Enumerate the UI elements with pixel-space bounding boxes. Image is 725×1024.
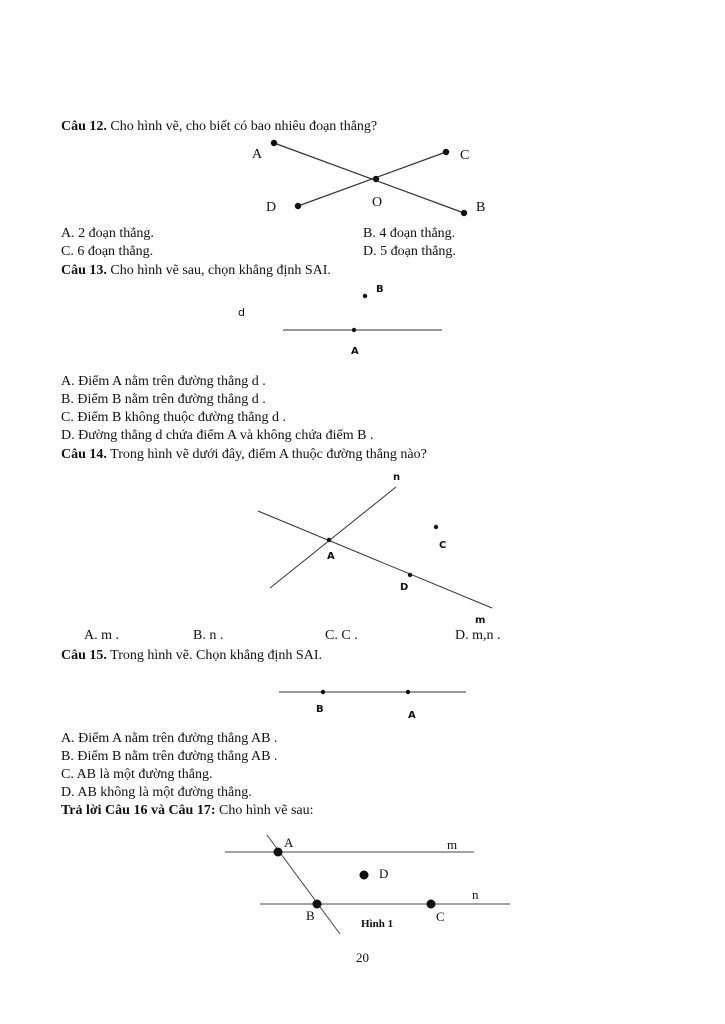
q15-option-d: D. AB không là một đường thẳng. bbox=[61, 785, 252, 800]
q1617-question bbox=[61, 802, 314, 820]
q14-point-C bbox=[434, 525, 438, 529]
q13-label-A: A bbox=[351, 346, 359, 357]
q14-line-m bbox=[258, 511, 492, 608]
q12-text: Cho hình vẽ, cho biết có bao nhiêu đoạn thẳng? bbox=[106, 119, 378, 134]
q1617-number: Trả lời Câu 16 và Câu 17: bbox=[61, 803, 216, 818]
q12-label-A: A bbox=[252, 147, 263, 162]
q13-option-c: C. Điểm B không thuộc đường thẳng d . bbox=[61, 410, 286, 425]
q1617-figure bbox=[222, 828, 517, 938]
q1617-point-C bbox=[427, 900, 436, 909]
q12-point-D bbox=[295, 203, 301, 209]
q14-option-c: C. C . bbox=[325, 628, 358, 643]
q14-text: Trong hình vẽ dưới đây, điểm A thuộc đường thẳng nào? bbox=[106, 447, 427, 462]
q13-question bbox=[61, 262, 331, 280]
q14-option-a: A. m . bbox=[84, 628, 119, 643]
q15-figure bbox=[270, 680, 475, 722]
q13-option-b: B. Điểm B nằm trên đường thẳng d . bbox=[61, 392, 266, 407]
q12-point-C bbox=[443, 149, 449, 155]
page-number: 20 bbox=[356, 950, 369, 965]
q12-label-C: C bbox=[460, 148, 470, 163]
q13-label-B: B bbox=[376, 284, 384, 295]
q14-number: Câu 14. bbox=[61, 447, 107, 462]
q12-figure bbox=[240, 136, 500, 220]
q12-label-B: B bbox=[476, 200, 486, 215]
q1617-text: Cho hình vẽ sau: bbox=[215, 803, 314, 818]
q13-text: Cho hình vẽ sau, chọn khẳng định SAI. bbox=[106, 263, 331, 278]
q15-option-c: C. AB là một đường thẳng. bbox=[61, 767, 213, 782]
q13-figure bbox=[230, 280, 460, 364]
q1617-label-C: C bbox=[436, 909, 445, 924]
q13-number: Câu 13. bbox=[61, 263, 107, 278]
q13-label-d: d bbox=[238, 306, 245, 319]
q12-label-O: O bbox=[372, 195, 383, 210]
q14-line-n bbox=[270, 487, 396, 588]
q1617-label-n: n bbox=[472, 887, 479, 902]
q15-label-B: B bbox=[316, 704, 324, 715]
q13-option-a: A. Điểm A nằm trên đường thẳng d . bbox=[61, 374, 266, 389]
q12-option-d: D. 5 đoạn thẳng. bbox=[363, 244, 456, 259]
q12-question bbox=[61, 118, 377, 136]
q1617-label-m: m bbox=[447, 837, 458, 852]
q14-label-n: n bbox=[393, 472, 401, 483]
q15-label-A: A bbox=[408, 710, 416, 721]
q14-label-m: m bbox=[475, 615, 486, 626]
q12-point-A bbox=[271, 140, 277, 146]
q12-point-B bbox=[461, 210, 467, 216]
q14-point-A bbox=[327, 538, 331, 542]
q1617-point-A bbox=[274, 848, 283, 857]
q14-figure bbox=[250, 468, 500, 628]
q12-number: Câu 12. bbox=[61, 119, 107, 134]
q12-point-O bbox=[373, 176, 379, 182]
q12-label-D: D bbox=[266, 200, 277, 215]
q15-point-A bbox=[406, 690, 410, 694]
q1617-point-D bbox=[360, 871, 369, 880]
q14-point-D bbox=[408, 573, 412, 577]
q1617-caption: Hình 1 bbox=[361, 918, 394, 930]
q15-option-a: A. Điểm A nằm trên đường thẳng AB . bbox=[61, 731, 278, 746]
q14-question bbox=[61, 446, 427, 464]
q12-option-a: A. 2 đoạn thẳng. bbox=[61, 226, 154, 241]
q15-text: Trong hình vẽ. Chọn khẳng định SAI. bbox=[106, 648, 322, 663]
q1617-label-D: D bbox=[379, 866, 389, 881]
q14-option-b: B. n . bbox=[193, 628, 224, 643]
q13-point-A bbox=[352, 328, 356, 332]
q15-number: Câu 15. bbox=[61, 648, 107, 663]
q15-option-b: B. Điểm B nằm trên đường thẳng AB . bbox=[61, 749, 278, 764]
q13-option-d: D. Đường thẳng d chứa điểm A và không chứa điểm B . bbox=[61, 428, 374, 443]
q14-label-A: A bbox=[327, 551, 335, 562]
q1617-label-B: B bbox=[306, 908, 315, 923]
q15-point-B bbox=[321, 690, 325, 694]
q14-label-C: C bbox=[439, 540, 447, 551]
q12-line-AB bbox=[274, 143, 464, 213]
q12-option-c: C. 6 đoạn thẳng. bbox=[61, 244, 154, 259]
q14-label-D: D bbox=[400, 582, 409, 593]
q1617-label-A: A bbox=[284, 835, 294, 850]
q12-option-b: B. 4 đoạn thẳng. bbox=[363, 226, 456, 241]
q15-question bbox=[61, 647, 322, 665]
q14-option-d: D. m,n . bbox=[455, 628, 501, 643]
q13-point-B bbox=[363, 294, 367, 298]
